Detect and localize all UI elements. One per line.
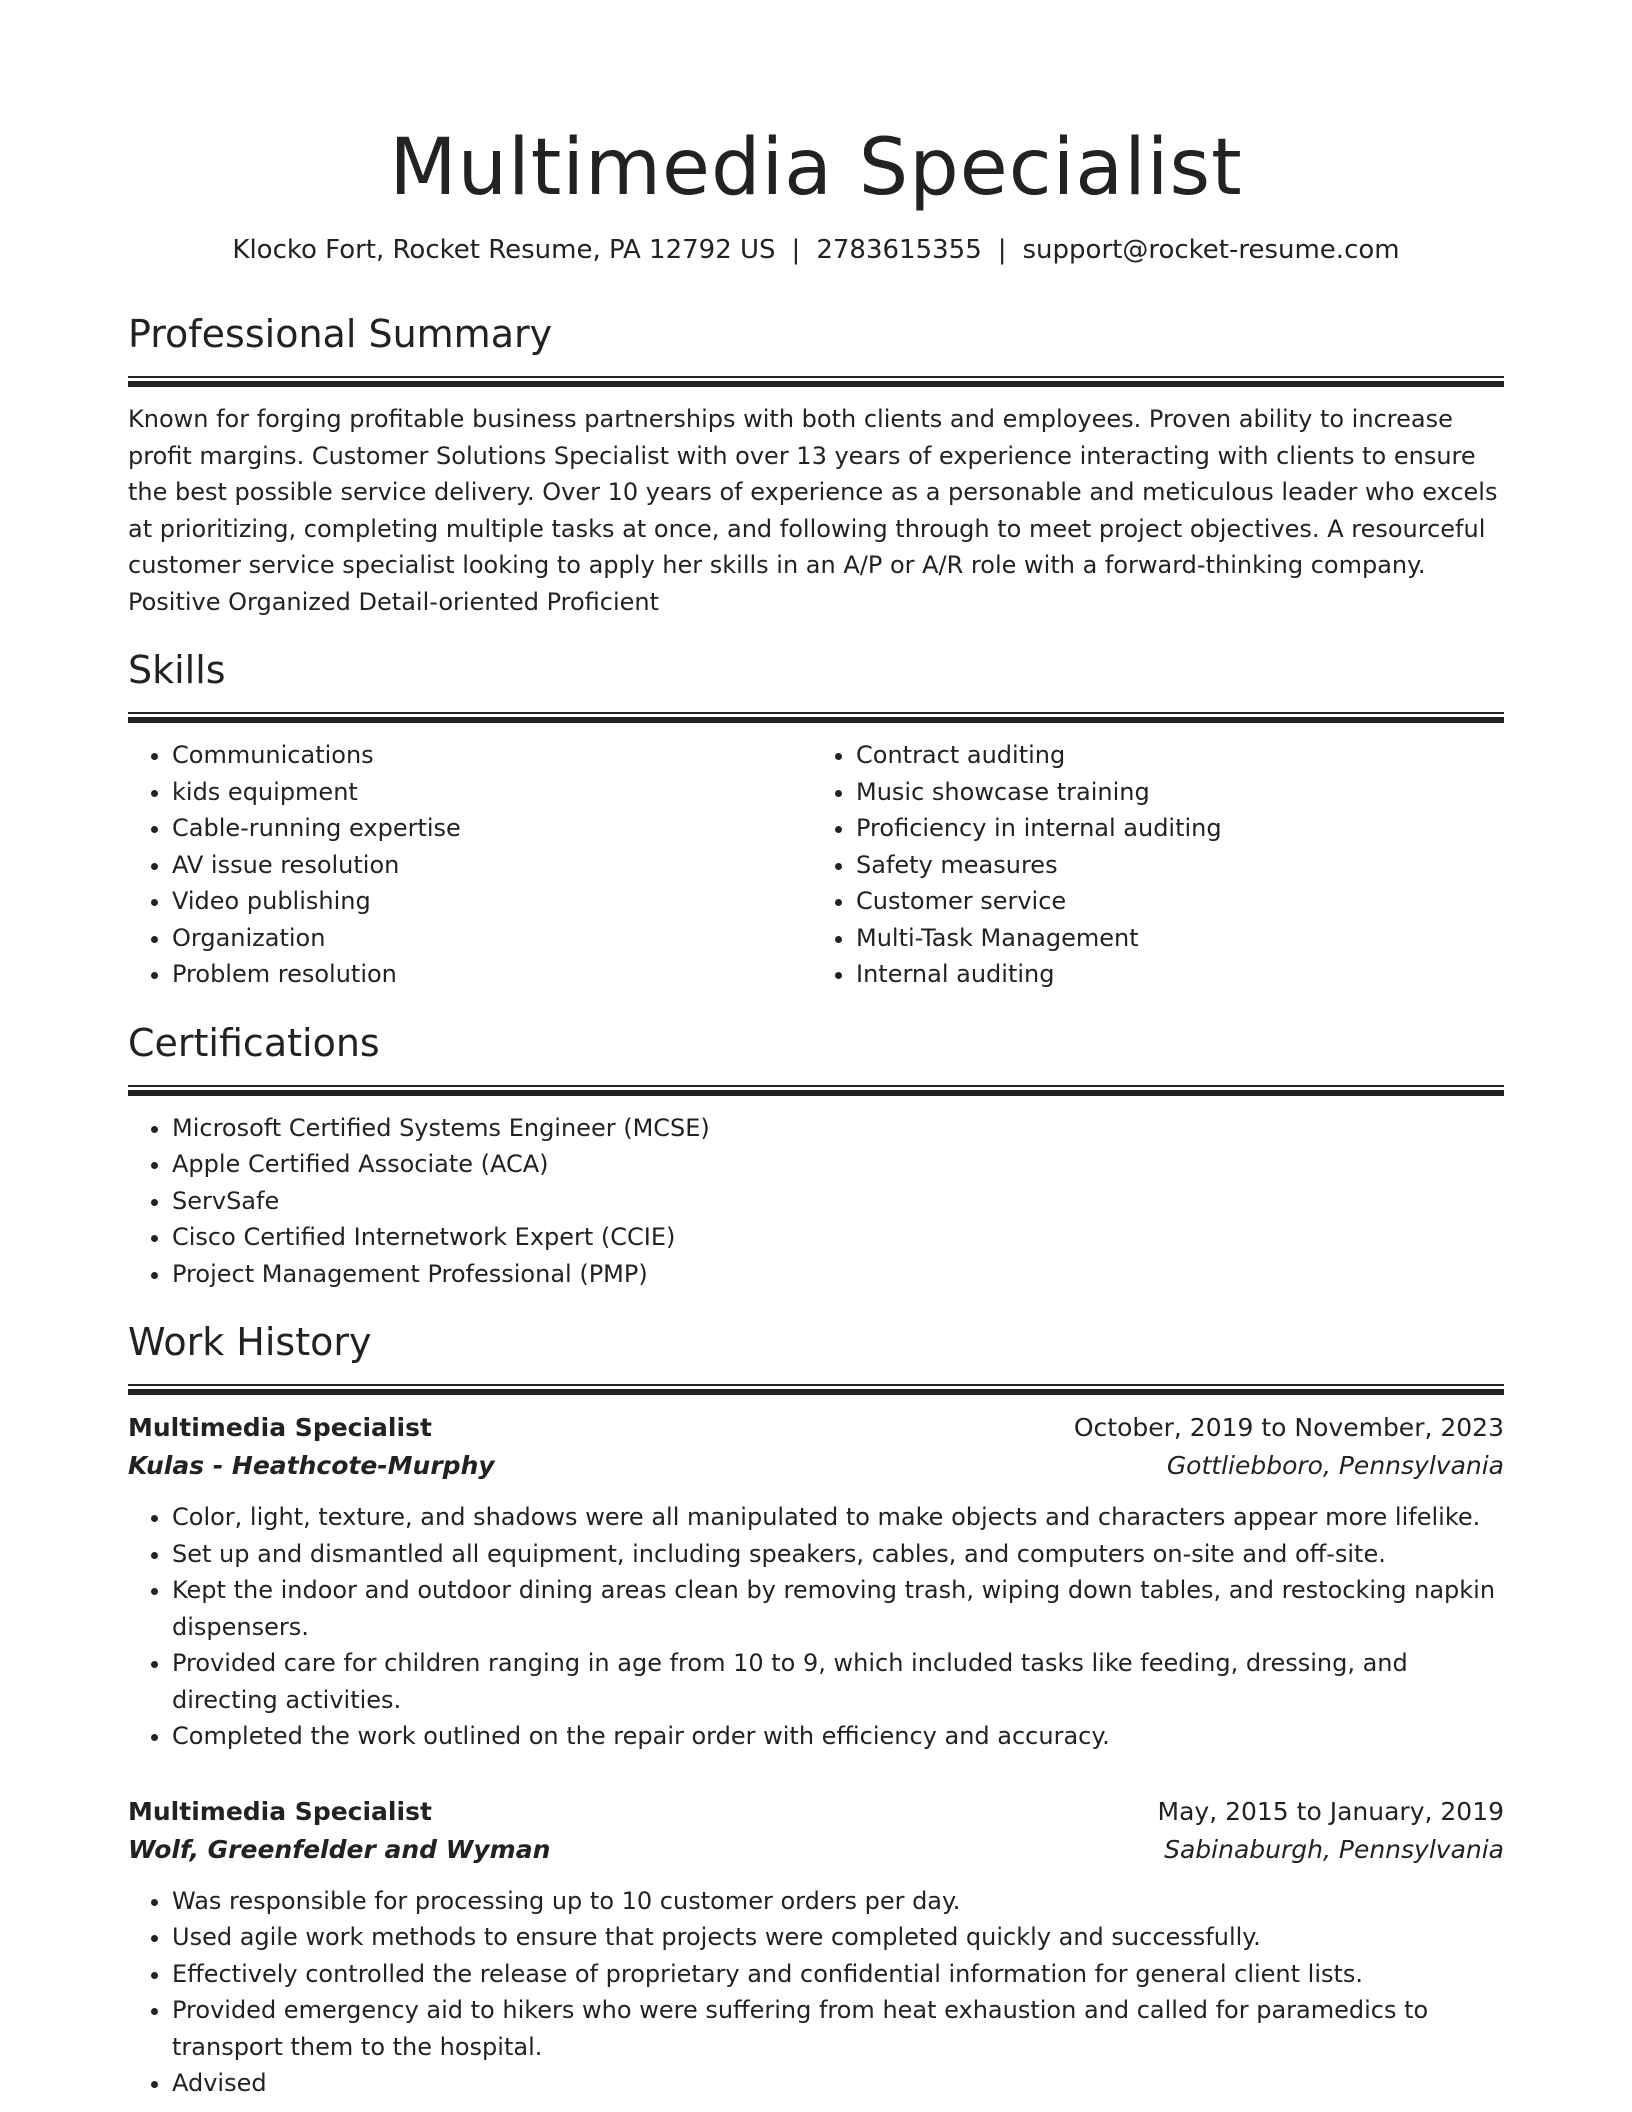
work-history-title: Work History <box>128 1320 372 1364</box>
contact-address: Klocko Fort, Rocket Resume, PA 12792 US <box>232 235 776 265</box>
job-bullet: • Provided care for children ranging in age from 10 to 9, which included tasks like feeding, dressing, and directing activities. <box>172 1645 1504 1718</box>
contact-separator: | <box>791 235 801 265</box>
certifications-list <box>128 1110 1504 1293</box>
certification-item: • Microsoft Certified Systems Engineer (MCSE) <box>172 1110 1504 1147</box>
job-entry <box>128 1409 1504 1755</box>
job-location: Gottliebboro, Pennsylvania <box>1166 1451 1504 1480</box>
job-bullet: • Advised <box>172 2065 1504 2102</box>
skills-list-right <box>816 737 1504 993</box>
skill-item: • AV issue resolution <box>172 847 816 884</box>
job-entry <box>128 1793 1504 2102</box>
contact-phone: 2783615355 <box>816 235 982 265</box>
skill-item: • Cable-running expertise <box>172 810 816 847</box>
job-bullet: • Completed the work outlined on the repair order with efficiency and accuracy. <box>172 1718 1504 1755</box>
summary-title: Professional Summary <box>128 312 553 356</box>
job-dates: May, 2015 to January, 2019 <box>1157 1796 1504 1826</box>
certification-item: • Project Management Professional (PMP) <box>172 1256 1504 1293</box>
job-bullet: • Color, light, texture, and shadows were all manipulated to make objects and characters appear more lifelike. <box>172 1499 1504 1536</box>
skill-item: • Internal auditing <box>856 956 1504 993</box>
section-divider <box>128 1085 1504 1096</box>
job-title: Multimedia Specialist <box>128 1413 432 1442</box>
skill-item: • Safety measures <box>856 847 1504 884</box>
skill-item: • Proficiency in internal auditing <box>856 810 1504 847</box>
contact-email: support@rocket-resume.com <box>1022 235 1400 265</box>
certification-item: • Apple Certified Associate (ACA) <box>172 1146 1504 1183</box>
job-location: Sabinaburgh, Pennsylvania <box>1164 1834 1504 1864</box>
certifications-title: Certifications <box>128 1020 380 1065</box>
skill-item: • Music showcase training <box>856 774 1504 811</box>
skills-title: Skills <box>128 648 226 692</box>
skill-item: • kids equipment <box>172 774 816 811</box>
certification-item: • ServSafe <box>172 1183 1504 1220</box>
job-bullets <box>128 1883 1504 2102</box>
job-bullets <box>128 1499 1504 1755</box>
skills-grid <box>128 737 1504 993</box>
section-divider <box>128 712 1504 723</box>
job-bullet: • Was responsible for processing up to 10 customer orders per day. <box>172 1883 1504 1920</box>
summary-text: Known for forging profitable business partnerships with both clients and employees. Proven ability to increase profit margins. Customer Solutions Specialist with over 13 years of experience interacting with clients to ensure the best possible service delivery. Over 10 years of experience as a personable and meticulous leader who excels at prioritizing, completing multiple tasks at once, and following through to meet project objectives. A resourceful customer service specialist looking to apply her skills in an A/P or A/R role with a forward-thinking company. Positive Organized Detail-oriented Proficient <box>128 405 1498 616</box>
job-bullet: • Kept the indoor and outdoor dining areas clean by removing trash, wiping down tables, and restocking napkin dispensers. <box>172 1572 1504 1645</box>
resume-name: Multimedia Specialist <box>389 123 1243 213</box>
contact-separator: | <box>997 235 1007 265</box>
summary-section <box>128 308 1504 620</box>
section-divider <box>128 1384 1504 1395</box>
job-header <box>128 1409 1504 1447</box>
job-dates: October, 2019 to November, 2023 <box>1073 1413 1504 1442</box>
skill-item: • Contract auditing <box>856 737 1504 774</box>
skills-section <box>128 644 1504 993</box>
job-title: Multimedia Specialist <box>128 1796 432 1826</box>
job-bullet: • Set up and dismantled all equipment, including speakers, cables, and computers on-site and off-site. <box>172 1536 1504 1573</box>
skills-list-left <box>128 737 816 993</box>
skill-item: • Problem resolution <box>172 956 816 993</box>
certifications-section <box>128 1017 1504 1293</box>
job-subheader <box>128 1447 1504 1485</box>
skill-item: • Multi-Task Management <box>856 920 1504 957</box>
job-header <box>128 1793 1504 1831</box>
certification-item: • Cisco Certified Internetwork Expert (CCIE) <box>172 1219 1504 1256</box>
job-company: Wolf, Greenfelder and Wyman <box>128 1834 551 1864</box>
work-history-section <box>128 1316 1504 2102</box>
job-bullet: • Used agile work methods to ensure that projects were completed quickly and successfully. <box>172 1919 1504 1956</box>
job-company: Kulas - Heathcote-Murphy <box>128 1451 495 1480</box>
job-subheader <box>128 1831 1504 1869</box>
job-bullet: • Provided emergency aid to hikers who were suffering from heat exhaustion and called for paramedics to transport them to the hospital. <box>172 1992 1504 2065</box>
skill-item: • Communications <box>172 737 816 774</box>
skill-item: • Organization <box>172 920 816 957</box>
resume-page <box>128 0 1504 2102</box>
skill-item: • Customer service <box>856 883 1504 920</box>
section-divider <box>128 376 1504 387</box>
contact-line <box>128 232 1504 268</box>
skill-item: • Video publishing <box>172 883 816 920</box>
job-bullet: • Effectively controlled the release of proprietary and confidential information for general client lists. <box>172 1956 1504 1993</box>
